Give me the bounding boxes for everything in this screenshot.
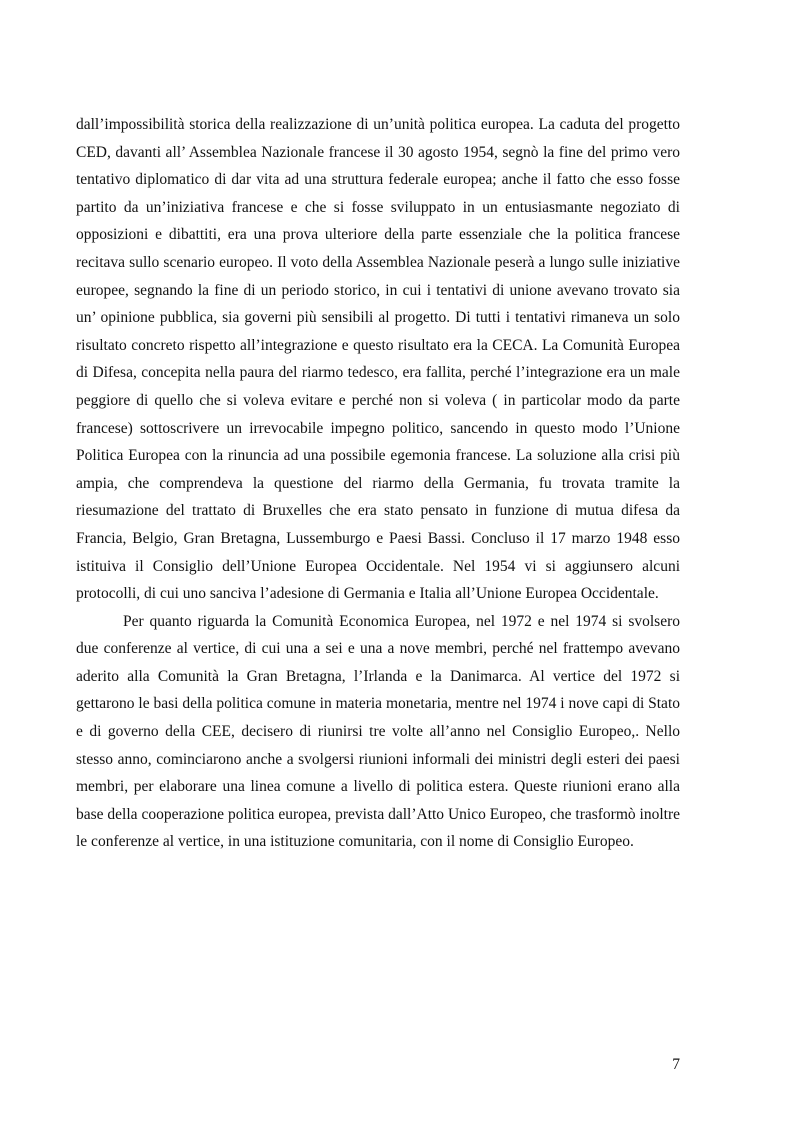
paragraph-1: dall’impossibilità storica della realizzazione di un’unità politica europea. La caduta del progetto CED, davanti all’ Assemblea Nazionale francese il 30 agosto 1954, segnò la fine del primo vero tentativo diplomatico di dar vita ad una struttura federale europea; anche il fatto che esso fosse partito da un’iniziativa francese e che si fosse sviluppato in un entusiasmante negoziato di opposizioni e dibattiti, era una prova ulteriore della parte essenziale che la politica francese recitava sullo scenario europeo. Il voto della Assemblea Nazionale peserà a lungo sulle iniziative europee, segnando la fine di un periodo storico, in cui i tentativi di unione avevano trovato sia un’ opinione pubblica, sia governi più sensibili al progetto. Di tutti i tentativi rimaneva un solo risultato concreto rispetto all’integrazione e questo risultato era la CECA. La Comunità Europea di Difesa, concepita nella paura del riarmo tedesco, era fallita, perché l’integrazione era un male peggiore di quello che si voleva evitare e perché non si voleva ( in particolar modo da parte francese) sottoscrivere un irrevocabile impegno politico, sancendo in questo modo l’Unione Politica Europea con la rinuncia ad una possibile egemonia francese. La soluzione alla crisi più ampia, che comprendeva la questione del riarmo della Germania, fu trovata tramite la riesumazione del trattato di Bruxelles che era stato pensato in funzione di mutua difesa da Francia, Belgio, Gran Bretagna, Lussemburgo e Paesi Bassi. Concluso il 17 marzo 1948 esso istituiva il Consiglio dell’Unione Europea Occidentale. Nel 1954 vi si aggiunsero alcuni protocolli, di cui uno sanciva l’adesione di Germania e Italia all’Unione Europea Occidentale. <box>76 116 680 603</box>
page-number: 7 <box>672 1056 680 1073</box>
paragraph-2: Per quanto riguarda la Comunità Economica Europea, nel 1972 e nel 1974 si svolsero due conferenze al vertice, di cui una a sei e una a nove membri, perché nel frattempo avevano aderito alla Comunità la Gran Bretagna, l’Irlanda e la Danimarca. Al vertice del 1972 si gettarono le basi della politica comune in materia monetaria, mentre nel 1974 i nove capi di Stato e di governo della CEE, decisero di riunirsi tre volte all’anno nel Consiglio Europeo,. Nello stesso anno, cominciarono anche a svolgersi riunioni informali dei ministri degli esteri dei paesi membri, per elaborare una linea comune a livello di politica estera. Queste riunioni erano alla base della cooperazione politica europea, prevista dall’Atto Unico Europeo, che trasformò inoltre le conferenze al vertice, in una istituzione comunitaria, con il nome di Consiglio Europeo. <box>76 612 680 851</box>
body-text <box>76 111 680 856</box>
